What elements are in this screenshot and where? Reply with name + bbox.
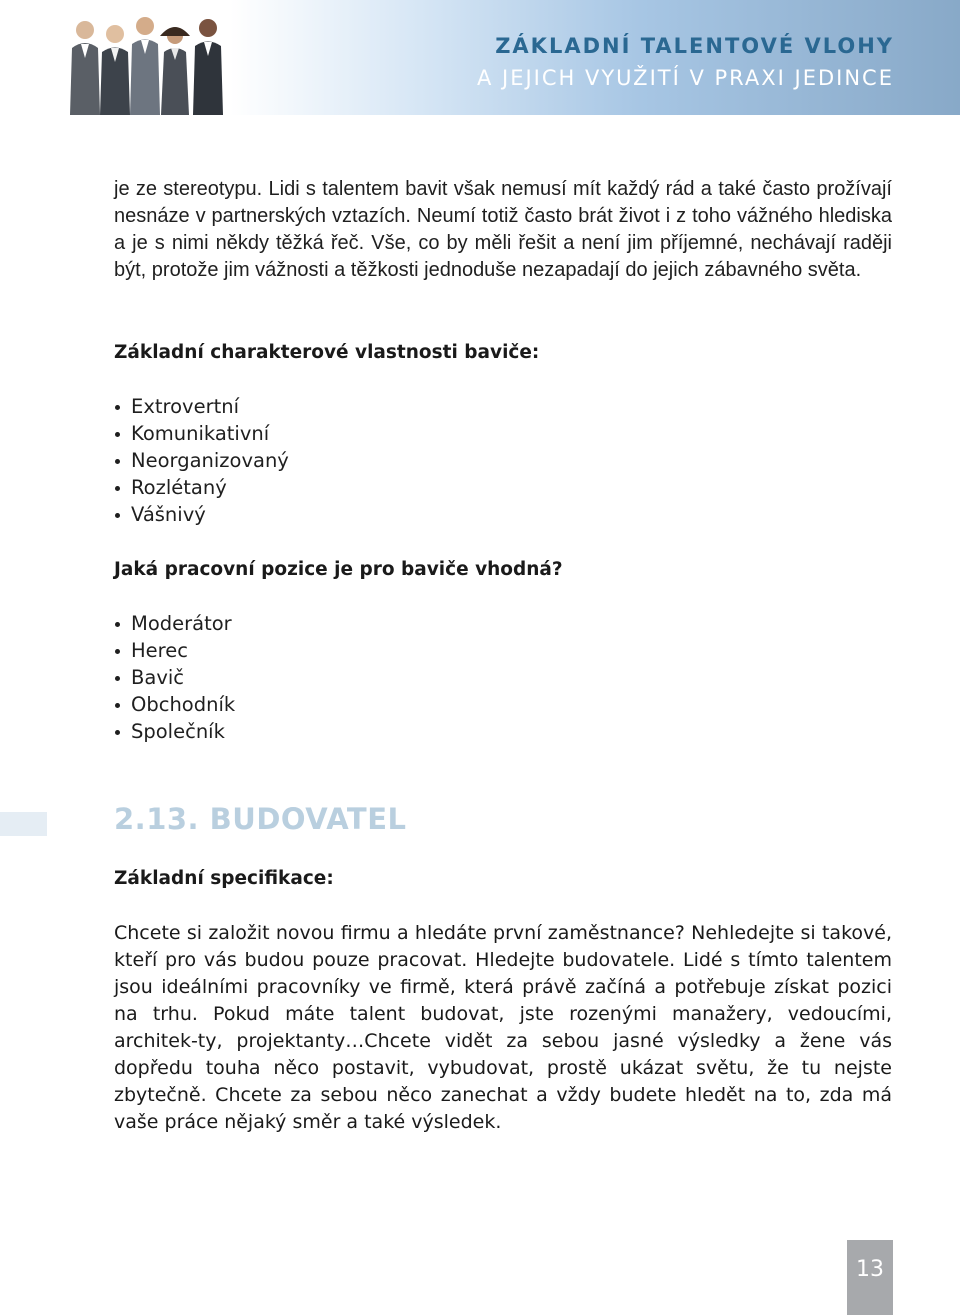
list-item: Neorganizovaný	[114, 447, 289, 474]
spec-heading: Základní specifikace:	[114, 868, 334, 889]
header-title-line-1: ZÁKLADNÍ TALENTOVÉ VLOHY	[495, 34, 894, 58]
list-item: Extrovertní	[114, 393, 289, 420]
list-item: Vášnivý	[114, 501, 289, 528]
bullet-icon	[115, 676, 120, 681]
bullet-icon	[115, 513, 120, 518]
business-people-photo	[60, 8, 230, 115]
list-item: Herec	[114, 637, 235, 664]
positions-heading: Jaká pracovní pozice je pro baviče vhodná?	[114, 559, 563, 580]
page-number: 13	[847, 1240, 893, 1315]
section-paragraph: Chcete si založit novou firmu a hledáte první zaměstnance? Nehledejte si takové, kteří pro vás budou pouze pracovat. Hledejte budovatele. Lidé s tímto talentem jsou ideálními pracovníky ve firmě, která právě začíná a potřebuje získat pozici na trhu. Pokud máte talent budovat, jste rozenými manažery, vedoucími, architek-ty, projektanty…Chcete vidět za sebou jasné výsledky a žene vás dopředu touha něco postavit, vybudovat, prostě ukázat světu, že tu nejste zbytečně. Chcete za sebou něco zanechat a vždy budete hledět na to, zda má vaše práce nějaký směr a také výsledek.	[114, 922, 892, 1133]
bullet-icon	[115, 432, 120, 437]
header-title-line-2: A JEJICH VYUŽITÍ V PRAXI JEDINCE	[476, 66, 894, 90]
list-item: Společník	[114, 718, 235, 745]
section-marker	[0, 812, 47, 836]
list-item: Obchodník	[114, 691, 235, 718]
traits-heading: Základní charakterové vlastnosti baviče:	[114, 342, 540, 363]
bullet-icon	[115, 486, 120, 491]
intro-paragraph: je ze stereotypu. Lidi s talentem bavit však nemusí mít každý rád a také často prožívají nesnáze v partnerských vztazích. Neumí totiž často brát život i z toho vážného hlediska a je s nimi někdy těžká řeč. Vše, co by měli řešit a není jim příjemné, nechávají raději být, protože jim vážnosti a těžkosti jednoduše nezapadají do jejich zábavného světa.	[114, 178, 892, 281]
traits-list	[114, 393, 289, 528]
list-item: Bavič	[114, 664, 235, 691]
list-item: Rozlétaný	[114, 474, 289, 501]
list-item: Moderátor	[114, 610, 235, 637]
bullet-icon	[115, 649, 120, 654]
bullet-icon	[115, 703, 120, 708]
bullet-icon	[115, 622, 120, 627]
bullet-icon	[115, 730, 120, 735]
bullet-icon	[115, 405, 120, 410]
section-title: 2.13. BUDOVATEL	[114, 802, 407, 836]
list-item: Komunikativní	[114, 420, 289, 447]
positions-list	[114, 610, 235, 745]
page-header	[0, 0, 960, 115]
bullet-icon	[115, 459, 120, 464]
